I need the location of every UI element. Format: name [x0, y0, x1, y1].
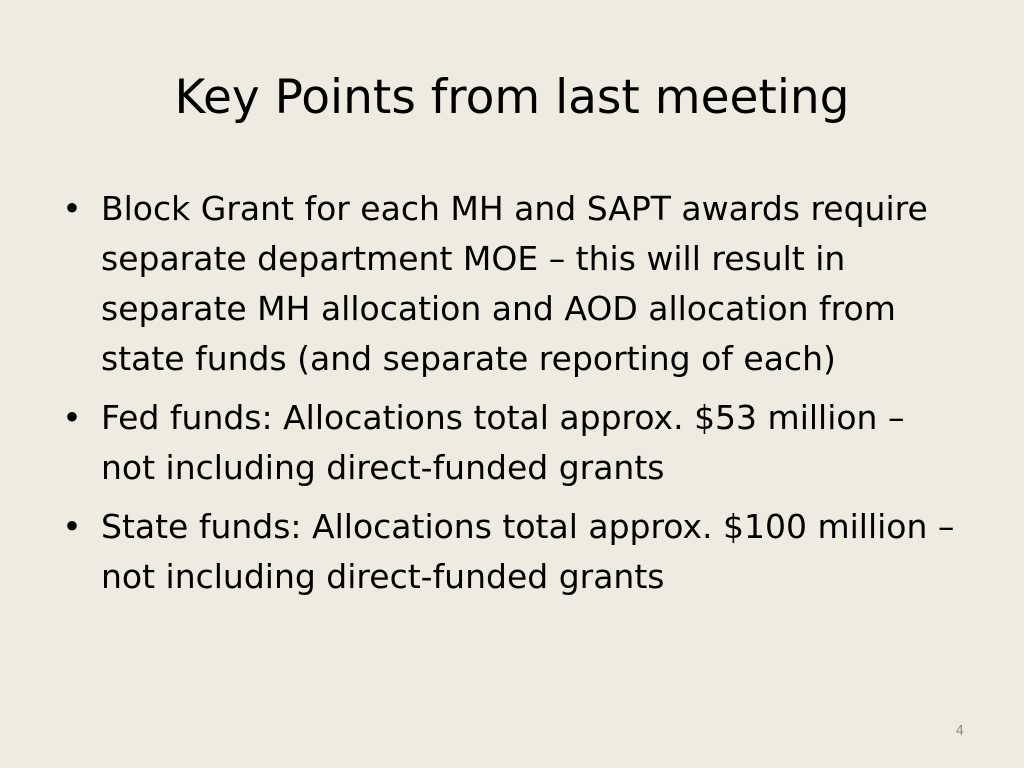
bullet-text: Block Grant for each MH and SAPT awards require separate department MOE – this will result in separate MH allocation and AOD allocation from state funds (and separate reporting of each)	[101, 189, 928, 378]
bullet-dot-icon: •	[62, 189, 82, 228]
bullet-item-fed-funds	[60, 393, 960, 493]
slide-number: 4	[955, 724, 964, 739]
bullet-item-state-funds	[60, 502, 960, 602]
bullet-dot-icon: •	[62, 507, 82, 546]
bullet-item-block-grant	[60, 184, 960, 384]
bullet-list	[60, 184, 960, 611]
bullet-text: State funds: Allocations total approx. $100 million – not including direct-funded grants	[101, 507, 955, 596]
bullet-dot-icon: •	[62, 398, 82, 437]
slide-title: Key Points from last meeting	[174, 70, 850, 125]
bullet-text: Fed funds: Allocations total approx. $53 million – not including direct-funded grants	[101, 398, 905, 487]
